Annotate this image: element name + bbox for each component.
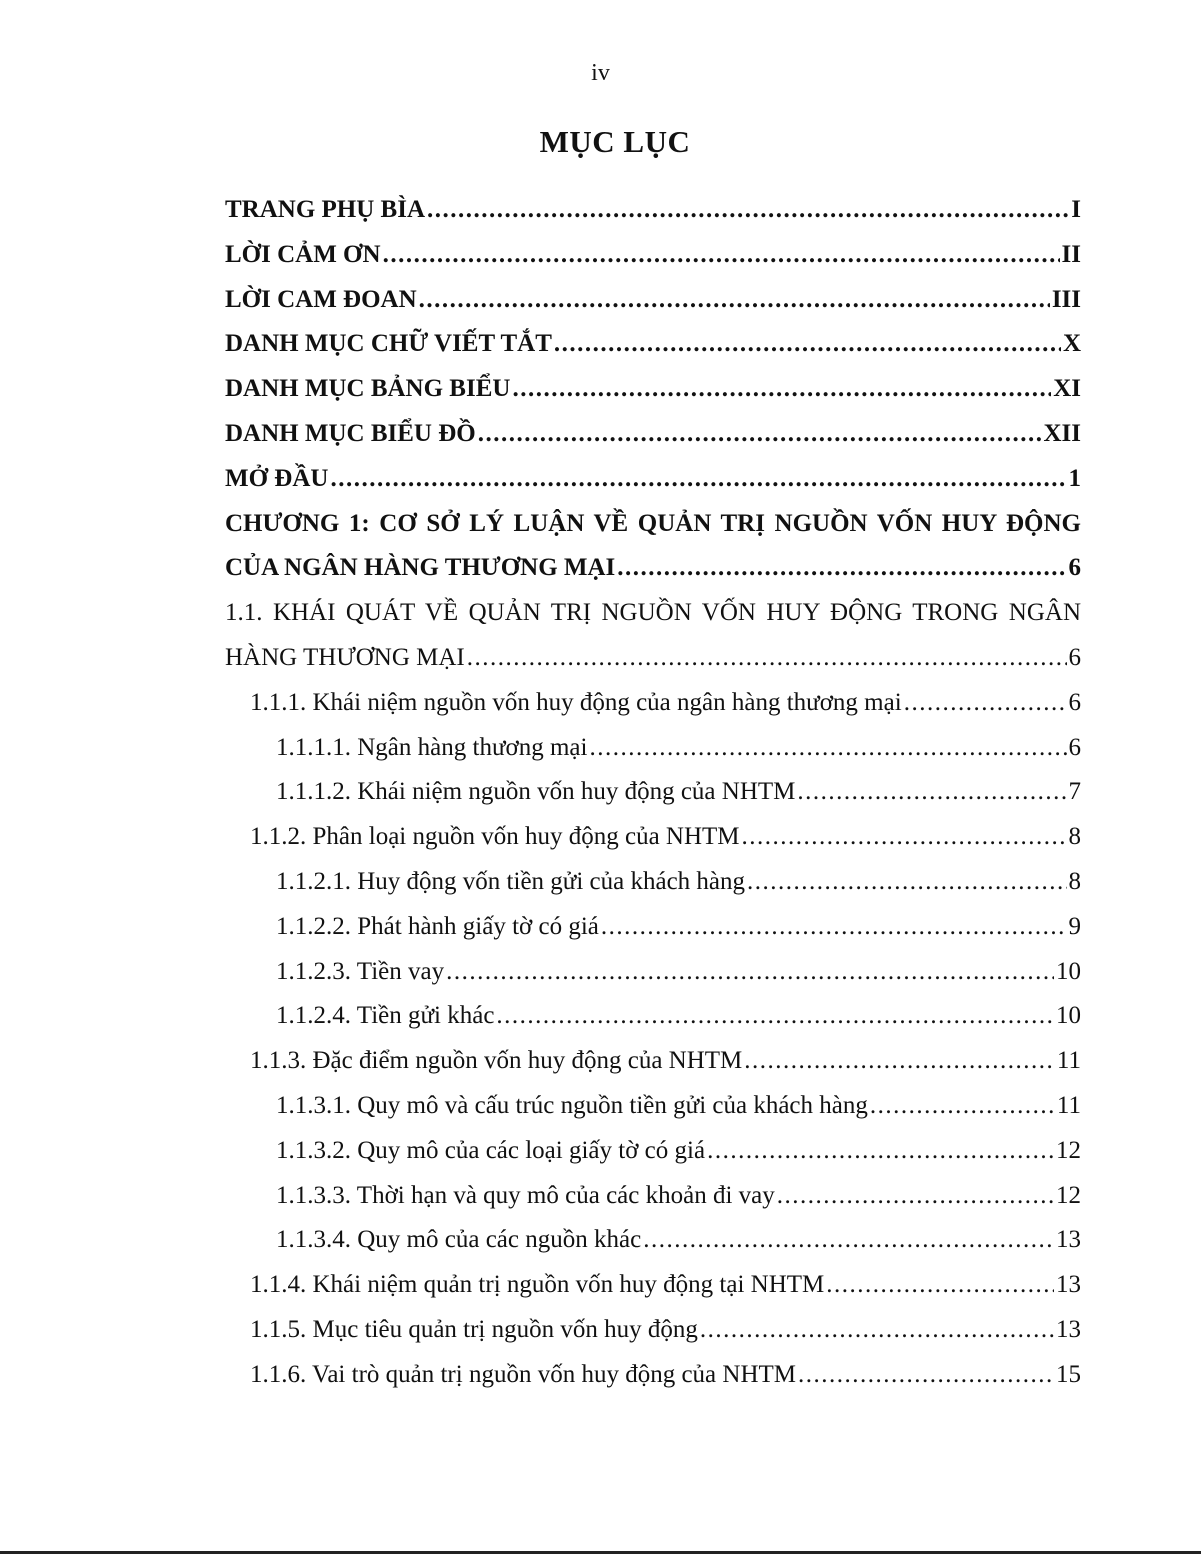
- toc-entry[interactable]: [225, 1263, 1081, 1308]
- toc-entry[interactable]: [225, 1218, 1081, 1263]
- toc-entry[interactable]: [225, 770, 1081, 815]
- dot-leader: [870, 1084, 1055, 1129]
- toc-entry-section-1-1-line-2[interactable]: [225, 636, 1081, 681]
- toc-entry-text: 1.1.2.2. Phát hành giấy tờ có giá: [276, 912, 599, 940]
- toc-entry[interactable]: [225, 1353, 1081, 1398]
- toc-entry-page: 11: [1056, 1047, 1081, 1075]
- dot-leader: [446, 950, 1054, 995]
- toc-entry-text: LỜI CAM ĐOAN: [225, 285, 417, 313]
- toc-entry[interactable]: [225, 233, 1081, 278]
- dot-leader: [512, 367, 1051, 412]
- toc-entry-text: 1.1.6. Vai trò quản trị nguồn vốn huy động của NHTM: [250, 1360, 797, 1388]
- toc-entry-page: 10: [1056, 957, 1081, 985]
- dot-leader: [777, 1174, 1054, 1219]
- toc-entry-page: 13: [1056, 1226, 1081, 1254]
- dot-leader: [744, 1039, 1055, 1084]
- toc-entry-page: 7: [1068, 778, 1081, 806]
- toc-entry-text: DANH MỤC BẢNG BIỂU: [225, 375, 511, 403]
- toc-entry-page: 9: [1068, 912, 1081, 940]
- toc-entry[interactable]: [225, 412, 1081, 457]
- toc-entry[interactable]: [225, 950, 1081, 995]
- dot-leader: [467, 636, 1067, 681]
- toc-entry-text: TRANG PHỤ BÌA: [225, 196, 426, 223]
- toc-entry-text: CHƯƠNG 1: CƠ SỞ LÝ LUẬN VỀ QUẢN TRỊ NGUỒN VỐN HUY ĐỘNG: [225, 509, 1081, 537]
- toc-entry[interactable]: [225, 726, 1081, 771]
- toc-entry-chapter-1-line-1[interactable]: [225, 502, 1081, 547]
- dot-leader: [747, 860, 1066, 905]
- toc-entry-text: 1.1.2.4. Tiền gửi khác: [276, 1002, 495, 1030]
- toc-entry-page: XI: [1053, 375, 1081, 403]
- toc-entry[interactable]: [225, 1039, 1081, 1084]
- page-number: iv: [591, 60, 610, 86]
- dot-leader: [707, 1129, 1054, 1174]
- toc-entry-page: 6: [1068, 688, 1081, 716]
- dot-leader: [643, 1218, 1054, 1263]
- toc-entry-section-1-1-line-1[interactable]: [225, 591, 1081, 636]
- toc-entry-text: 1.1.4. Khái niệm quản trị nguồn vốn huy động tại NHTM: [250, 1271, 825, 1299]
- dot-leader: [383, 233, 1060, 278]
- toc-entry-page: 8: [1068, 867, 1081, 895]
- dot-leader: [601, 905, 1067, 950]
- toc-entry-text: 1.1.1. Khái niệm nguồn vốn huy động của ngân hàng thương mại: [250, 688, 902, 716]
- toc-entry-text: 1.1.1.2. Khái niệm nguồn vốn huy động của NHTM: [276, 778, 796, 806]
- toc-entry-page: 6: [1068, 643, 1081, 671]
- toc-entry-text: DANH MỤC CHỮ VIẾT TẮT: [225, 330, 552, 358]
- dot-leader: [427, 188, 1069, 233]
- toc-entry-text: 1.1.3. Đặc điểm nguồn vốn huy động của NHTM: [250, 1047, 743, 1075]
- dot-leader: [826, 1263, 1054, 1308]
- dot-leader: [700, 1308, 1054, 1353]
- table-of-contents: [225, 188, 1081, 1398]
- toc-entry[interactable]: [225, 994, 1081, 1039]
- toc-entry-text: 1.1. KHÁI QUÁT VỀ QUẢN TRỊ NGUỒN VỐN HUY ĐỘNG TRONG NGÂN: [225, 599, 1081, 627]
- dot-leader: [904, 681, 1067, 726]
- dot-leader: [554, 322, 1061, 367]
- toc-entry-text: 1.1.3.2. Quy mô của các loại giấy tờ có giá: [276, 1136, 706, 1164]
- toc-entry-page: I: [1071, 196, 1081, 223]
- toc-entry-text: 1.1.3.4. Quy mô của các nguồn khác: [276, 1226, 642, 1254]
- toc-entry-text: 1.1.3.1. Quy mô và cấu trúc nguồn tiền gửi của khách hàng: [276, 1091, 868, 1119]
- toc-entry[interactable]: [225, 815, 1081, 860]
- dot-leader: [330, 457, 1066, 502]
- toc-entry-text: LỜI CẢM ƠN: [225, 240, 381, 268]
- toc-entry[interactable]: [225, 1174, 1081, 1219]
- toc-entry-text: DANH MỤC BIỂU ĐỒ: [225, 419, 476, 447]
- toc-entry-page: 12: [1056, 1136, 1081, 1164]
- toc-entry-text: HÀNG THƯƠNG MẠI: [225, 643, 465, 671]
- toc-entry[interactable]: [225, 188, 1081, 233]
- dot-leader: [742, 815, 1067, 860]
- toc-entry-page: II: [1061, 240, 1081, 268]
- toc-entry-page: 15: [1056, 1360, 1081, 1388]
- toc-entry-page: 6: [1068, 733, 1081, 761]
- toc-entry[interactable]: [225, 1308, 1081, 1353]
- dot-leader: [797, 770, 1066, 815]
- toc-entry[interactable]: [225, 905, 1081, 950]
- toc-entry[interactable]: [225, 681, 1081, 726]
- toc-entry-chapter-1-line-2[interactable]: [225, 546, 1081, 591]
- dot-leader: [496, 994, 1054, 1039]
- toc-entry[interactable]: [225, 322, 1081, 367]
- toc-entry-page: 1: [1068, 464, 1081, 492]
- toc-entry-text: 1.1.3.3. Thời hạn và quy mô của các khoản đi vay: [276, 1181, 775, 1209]
- toc-entry-page: 8: [1068, 823, 1081, 851]
- toc-entry[interactable]: [225, 367, 1081, 412]
- toc-entry-page: 13: [1056, 1315, 1081, 1343]
- toc-entry-page: X: [1062, 330, 1081, 358]
- toc-entry-text: 1.1.2.1. Huy động vốn tiền gửi của khách hàng: [276, 867, 746, 895]
- toc-entry-text: MỞ ĐẦU: [225, 464, 329, 492]
- dot-leader: [419, 278, 1050, 323]
- toc-entry-page: 13: [1056, 1271, 1081, 1299]
- toc-entry-page: 11: [1056, 1091, 1081, 1119]
- page-title: MỤC LỤC: [539, 124, 691, 159]
- dot-leader: [617, 546, 1066, 591]
- toc-entry[interactable]: [225, 1084, 1081, 1129]
- toc-entry-text: 1.1.1.1. Ngân hàng thương mại: [276, 733, 588, 761]
- toc-entry-text: CỦA NGÂN HÀNG THƯƠNG MẠI: [225, 554, 616, 582]
- dot-leader: [798, 1353, 1054, 1398]
- toc-entry[interactable]: [225, 457, 1081, 502]
- toc-entry[interactable]: [225, 1129, 1081, 1174]
- toc-entry-text: 1.1.5. Mục tiêu quản trị nguồn vốn huy động: [250, 1315, 698, 1343]
- dot-leader: [478, 412, 1042, 457]
- toc-entry-page: 10: [1056, 1002, 1081, 1030]
- toc-entry-page: XII: [1043, 419, 1081, 447]
- toc-entry-page: 6: [1068, 554, 1081, 582]
- toc-entry[interactable]: [225, 860, 1081, 905]
- toc-entry-text: 1.1.2.3. Tiền vay: [276, 957, 445, 985]
- toc-entry-page: 12: [1056, 1181, 1081, 1209]
- toc-entry-text: 1.1.2. Phân loại nguồn vốn huy động của NHTM: [250, 823, 740, 851]
- toc-entry[interactable]: [225, 278, 1081, 323]
- dot-leader: [589, 726, 1066, 771]
- toc-entry-page: III: [1051, 285, 1081, 313]
